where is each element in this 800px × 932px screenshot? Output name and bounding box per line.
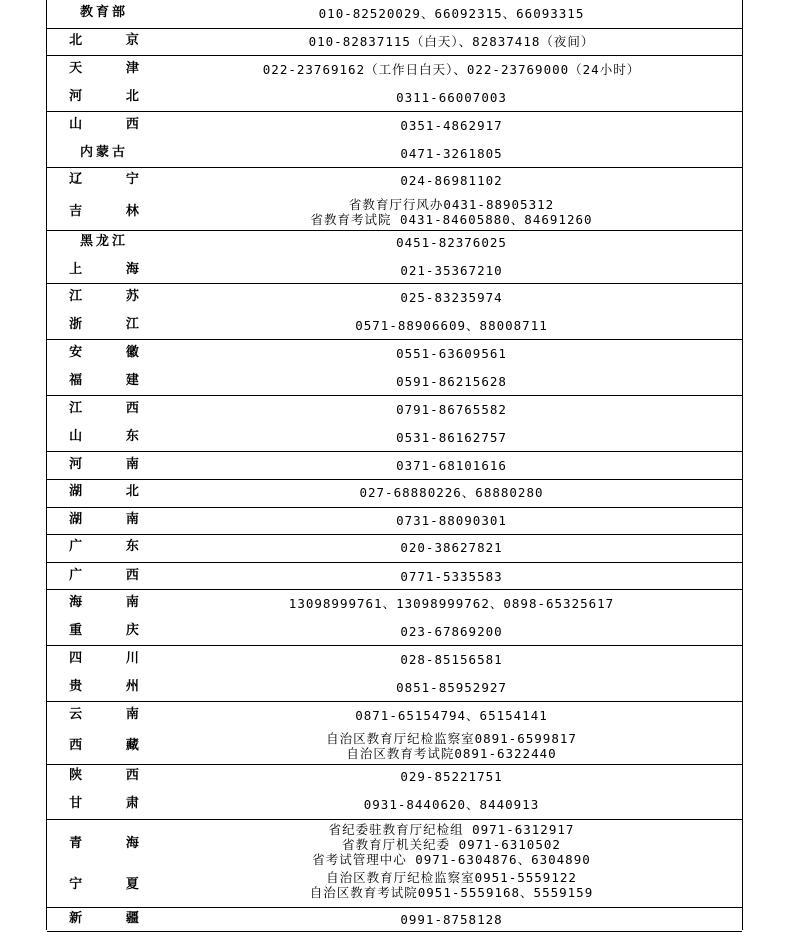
phone-line: 省教育厅机关纪委 0971-6310502 — [342, 836, 561, 852]
phone-cell — [161, 540, 742, 555]
phone-cell — [161, 62, 742, 77]
table-row-group — [47, 563, 742, 590]
province-cell: 教育部 — [79, 5, 128, 20]
table-row-group — [47, 29, 742, 56]
phone-cell — [161, 731, 742, 761]
table-row-group — [47, 820, 742, 908]
phone-line: 0991-8758128 — [400, 911, 503, 927]
phone-cell — [161, 263, 742, 278]
province-cell: 山 西 — [69, 117, 157, 132]
province-cell: 黑龙江 — [79, 234, 128, 249]
phone-line: 027-68880226、68880280 — [359, 484, 544, 500]
phone-cell — [161, 402, 742, 417]
phone-cell — [161, 458, 742, 473]
province-cell: 福 建 — [69, 373, 157, 388]
table-row-group — [47, 702, 742, 765]
table-row-group — [47, 765, 742, 820]
province-cell: 青 海 — [69, 836, 157, 851]
phone-cell — [161, 197, 742, 227]
province-cell: 辽 宁 — [69, 172, 157, 187]
table-row-group — [47, 396, 742, 452]
phone-cell — [161, 870, 742, 900]
phone-line: 省考试管理中心 0971-6304876、6304890 — [312, 851, 591, 867]
province-cell: 宁 夏 — [69, 877, 157, 892]
province-cell: 河 南 — [69, 457, 157, 472]
contact-table — [46, 0, 743, 930]
phone-cell — [161, 90, 742, 105]
province-cell: 贵 州 — [69, 679, 157, 694]
phone-line: 省教育厅行风办0431-88905312 — [348, 197, 555, 212]
table-row-group — [47, 56, 742, 112]
phone-cell — [161, 596, 742, 611]
phone-line: 自治区教育考试院0891-6322440 — [346, 746, 557, 761]
table-row-group — [47, 535, 742, 563]
phone-line: 022-23769162（工作日白天）、022-23769000（24小时） — [262, 61, 641, 77]
phone-line: 0471-3261805 — [400, 145, 503, 161]
phone-line: 自治区教育考试院0951-5559168、5559159 — [309, 885, 594, 900]
phone-cell — [161, 173, 742, 188]
phone-line: 省教育考试院 0431-84605880、84691260 — [310, 212, 593, 227]
province-cell: 浙 江 — [69, 317, 157, 332]
phone-line: 010-82520029、66092315、66093315 — [318, 5, 585, 21]
table-row-group — [47, 452, 742, 480]
phone-cell — [161, 797, 742, 812]
phone-line: 自治区教育厅纪检监察室0891-6599817 — [326, 731, 577, 746]
table-row-group — [47, 168, 742, 231]
table-row-group — [47, 112, 742, 168]
province-cell: 四 川 — [69, 651, 157, 666]
phone-cell — [161, 569, 742, 584]
province-cell: 新 疆 — [69, 911, 157, 926]
province-cell: 湖 北 — [69, 484, 157, 499]
phone-cell — [161, 513, 742, 528]
phone-cell — [161, 430, 742, 445]
table-row-group — [47, 231, 742, 284]
phone-cell — [161, 235, 742, 250]
phone-line: 0931-8440620、8440913 — [363, 796, 540, 812]
phone-line: 0851-85952927 — [396, 679, 507, 695]
phone-cell — [161, 485, 742, 500]
phone-line: 029-85221751 — [400, 768, 503, 784]
phone-cell — [161, 769, 742, 784]
phone-cell — [161, 912, 742, 927]
table-row-group — [47, 0, 742, 29]
phone-line: 0791-86765582 — [396, 401, 507, 417]
province-cell: 重 庆 — [69, 623, 157, 638]
phone-line: 010-82837115（白天）、82837418（夜间） — [308, 33, 595, 49]
phone-line: 020-38627821 — [400, 539, 503, 555]
province-cell: 山 东 — [69, 429, 157, 444]
province-cell: 安 徽 — [69, 345, 157, 360]
province-cell: 北 京 — [69, 33, 157, 48]
province-cell: 江 西 — [69, 401, 157, 416]
province-cell: 海 南 — [69, 595, 157, 610]
province-cell: 云 南 — [69, 707, 157, 722]
phone-line: 0531-86162757 — [396, 429, 507, 445]
phone-line: 0451-82376025 — [396, 234, 507, 250]
phone-cell — [161, 346, 742, 361]
province-cell: 陕 西 — [69, 768, 157, 783]
phone-cell — [161, 34, 742, 49]
phone-line: 0771-5335583 — [400, 568, 503, 584]
phone-line: 023-67869200 — [400, 623, 503, 639]
table-row-group — [47, 480, 742, 508]
province-cell: 江 苏 — [69, 289, 157, 304]
phone-cell — [161, 624, 742, 639]
province-cell: 河 北 — [69, 89, 157, 104]
phone-line: 0591-86215628 — [396, 373, 507, 389]
table-row-group — [47, 284, 742, 340]
table-row-group — [47, 590, 742, 646]
phone-line: 0351-4862917 — [400, 117, 503, 133]
phone-line: 0551-63609561 — [396, 345, 507, 361]
phone-line: 13098999761、13098999762、0898-65325617 — [288, 595, 615, 611]
province-cell: 广 东 — [69, 539, 157, 554]
phone-cell — [161, 708, 742, 723]
phone-line: 0571-88906609、88008711 — [355, 317, 548, 333]
phone-line: 自治区教育厅纪检监察室0951-5559122 — [326, 870, 577, 885]
phone-cell — [161, 290, 742, 305]
phone-line: 省纪委驻教育厅纪检组 0971-6312917 — [328, 821, 575, 837]
phone-line: 028-85156581 — [400, 651, 503, 667]
province-cell: 湖 南 — [69, 512, 157, 527]
phone-cell — [161, 318, 742, 333]
table-row-group — [47, 908, 742, 932]
province-cell: 吉 林 — [69, 204, 157, 219]
province-cell: 内蒙古 — [79, 145, 128, 160]
province-cell: 西 藏 — [69, 738, 157, 753]
phone-line: 024-86981102 — [400, 172, 503, 188]
phone-cell — [161, 680, 742, 695]
phone-line: 021-35367210 — [400, 262, 503, 278]
table-row-group — [47, 340, 742, 396]
phone-cell — [161, 822, 742, 867]
province-cell: 广 西 — [69, 568, 157, 583]
phone-cell — [161, 6, 742, 21]
phone-cell — [161, 118, 742, 133]
province-cell: 天 津 — [69, 61, 157, 76]
province-cell: 上 海 — [69, 262, 157, 277]
phone-cell — [161, 652, 742, 667]
phone-cell — [161, 374, 742, 389]
phone-line: 025-83235974 — [400, 289, 503, 305]
province-cell: 甘 肃 — [69, 796, 157, 811]
phone-line: 0371-68101616 — [396, 457, 507, 473]
table-row-group — [47, 508, 742, 535]
phone-cell — [161, 146, 742, 161]
phone-line: 0731-88090301 — [396, 512, 507, 528]
table-row-group — [47, 646, 742, 702]
phone-line: 0311-66007003 — [396, 89, 507, 105]
phone-line: 0871-65154794、65154141 — [355, 707, 548, 723]
